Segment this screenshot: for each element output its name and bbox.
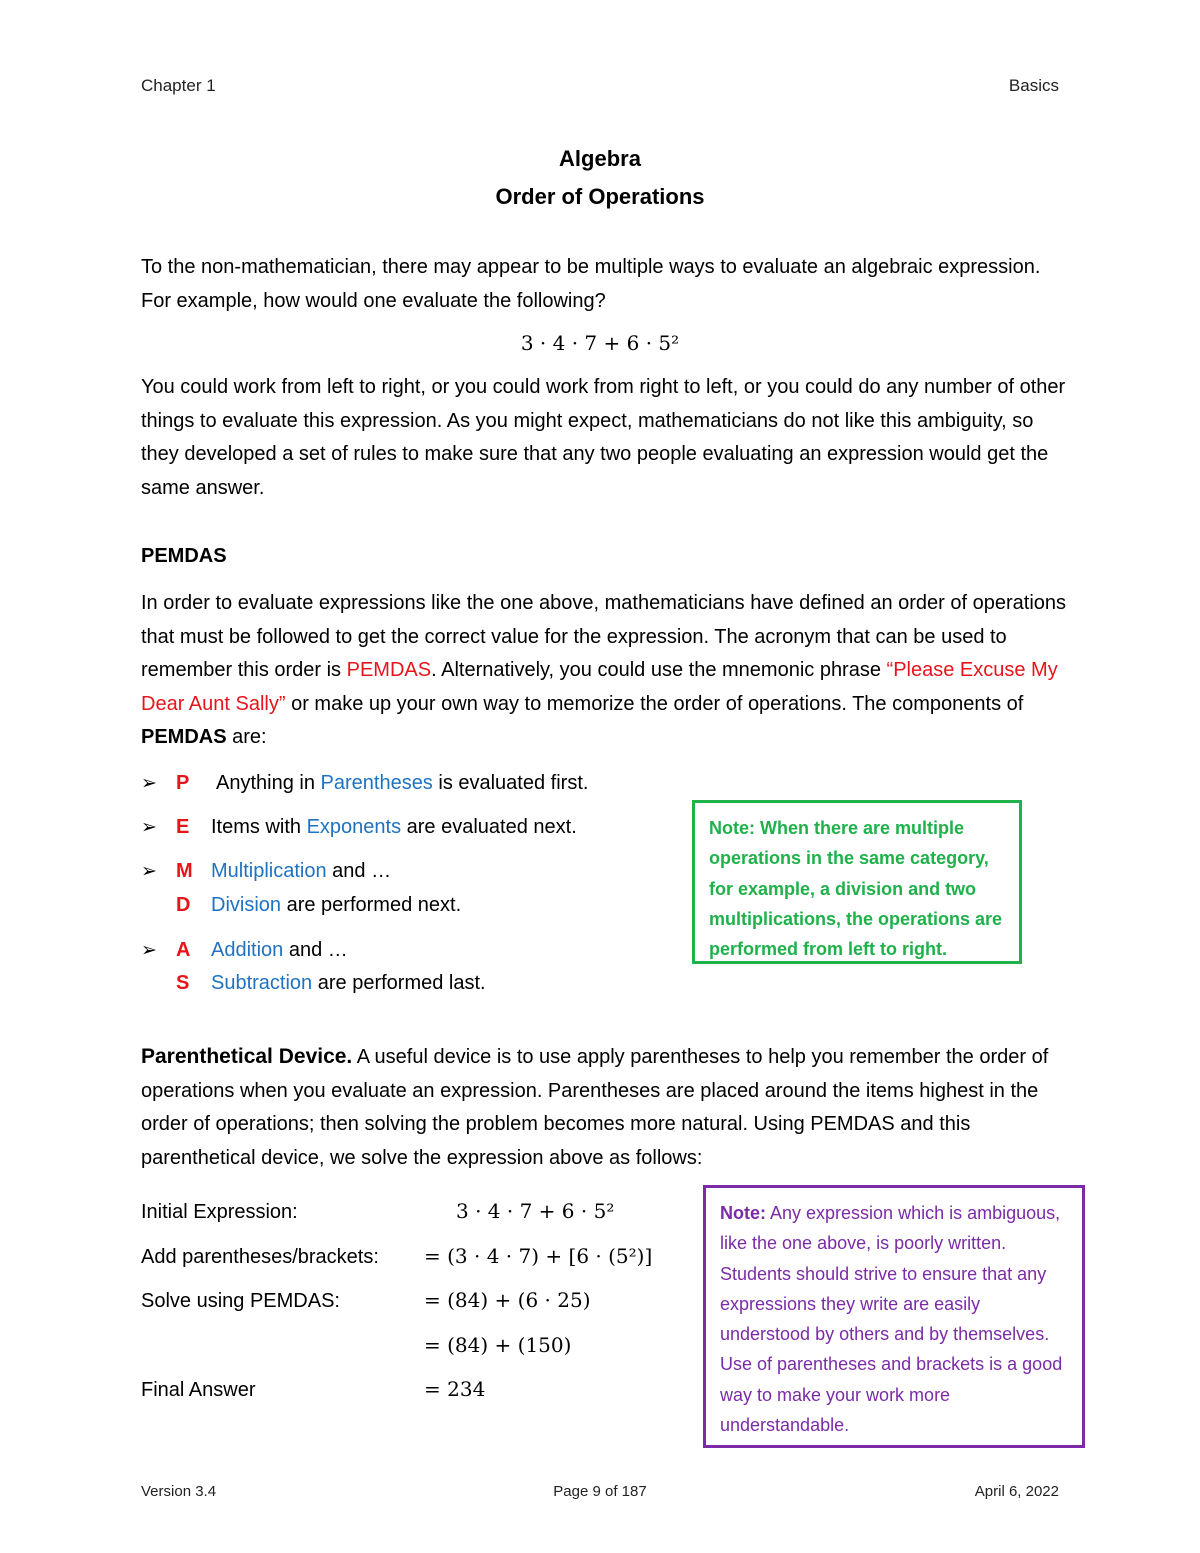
letter-d: D (176, 894, 191, 916)
pemdas-acronym: PEMDAS (346, 659, 432, 681)
footer-version: Version 3.4 (141, 1483, 217, 1500)
arrow-bullet-icon: ➢ (141, 773, 157, 794)
device-paragraph (141, 1040, 1071, 1175)
pemdas-text-1: In order to evaluate expressions like the one above, mathematicians have defined an order of operations that must be followed to get the correct value for the expression. The acronym that can be used to remember this order is (141, 592, 1067, 681)
ambiguity-paragraph: You could work from left to right, or you could work from right to left, or you could do any number of other things to evaluate this expression. As you might expect, mathematicians do not like this ambiguity, so they developed a set of rules to make sure that any two people evaluating an expression would get the same answer. (141, 376, 1066, 499)
letter-s: S (176, 972, 190, 994)
pemdas-text-2: . Alternatively, you could use the mnemonic phrase (431, 659, 887, 681)
step-expr-sum: = (84) + (150) (424, 1333, 572, 1357)
step-expr-final: = 234 (424, 1377, 486, 1401)
letter-a: A (176, 939, 191, 961)
pemdas-bold: PEMDAS (141, 726, 227, 748)
footer-date: April 6, 2022 (974, 1483, 1059, 1500)
note-box-ambiguity (703, 1185, 1085, 1448)
header-chapter: Chapter 1 (141, 76, 216, 95)
step-label-solve: Solve using PEMDAS: (141, 1290, 340, 1312)
device-text: A useful device is to use apply parentheses to help you remember the order of operations when you evaluate an expression. Parentheses are placed around the items highest in the order of operations; then solving the problem becomes more natural. Using PEMDAS and this parenthetical device, we solve the expression above as follows: (141, 1046, 1049, 1169)
arrow-bullet-icon: ➢ (141, 861, 157, 882)
mnemonic-phrase: “Please Excuse My Dear Aunt Sally” (141, 659, 1058, 715)
pemdas-text-3: or make up your own way to memorize the order of operations. The components of (285, 692, 1024, 715)
pemdas-paragraph (141, 587, 1071, 755)
page-subtitle: Order of Operations (495, 184, 705, 209)
footer-page-number: Page 9 of 187 (553, 1483, 647, 1500)
note-label: Note: (720, 1203, 766, 1223)
list-item-parentheses: Anything in Parentheses is evaluated first. (216, 772, 589, 794)
step-expr-solve: = (84) + (6 · 25) (424, 1288, 591, 1312)
list-item-addition: Addition and … (211, 939, 348, 961)
letter-m: M (176, 860, 193, 882)
list-item-division: Division are performed next. (211, 894, 462, 916)
step-expr-parentheses: = (3 · 4 · 7) + [6 · (5²)] (424, 1244, 653, 1268)
note-text: Any expression which is ambiguous, like the one above, is poorly written. Students should strive to ensure that any expressions they write are easily understood by others and by themselves. Use of parentheses and brackets is a good way to make your work more understandable. (720, 1203, 1063, 1436)
intro-expression: 3 · 4 · 7 + 6 · 5² (520, 331, 680, 355)
note-box-left-to-right: Note: When there are multiple operations in the same category, for example, a division and two multiplications, the operations are performed from left to right. (692, 800, 1022, 964)
letter-p: P (176, 772, 190, 794)
pemdas-heading: PEMDAS (141, 545, 227, 567)
header-section: Basics (1008, 76, 1059, 95)
pemdas-text-4: are: (226, 726, 267, 748)
step-label-initial: Initial Expression: (141, 1201, 298, 1223)
step-expr-initial: 3 · 4 · 7 + 6 · 5² (456, 1199, 615, 1223)
step-label-final: Final Answer (141, 1379, 256, 1401)
letter-e: E (176, 816, 190, 838)
intro-paragraph: To the non-mathematician, there may appear to be multiple ways to evaluate an algebraic expression. For example, how would one evaluate the following? (141, 256, 1041, 312)
list-item-multiplication: Multiplication and … (211, 860, 392, 882)
arrow-bullet-icon: ➢ (141, 940, 157, 961)
arrow-bullet-icon: ➢ (141, 817, 157, 838)
list-item-subtraction: Subtraction are performed last. (211, 972, 486, 994)
device-heading: Parenthetical Device. (141, 1045, 353, 1068)
step-label-parentheses: Add parentheses/brackets: (141, 1246, 379, 1268)
list-item-exponents: Items with Exponents are evaluated next. (211, 816, 577, 838)
page-title: Algebra (559, 146, 641, 171)
